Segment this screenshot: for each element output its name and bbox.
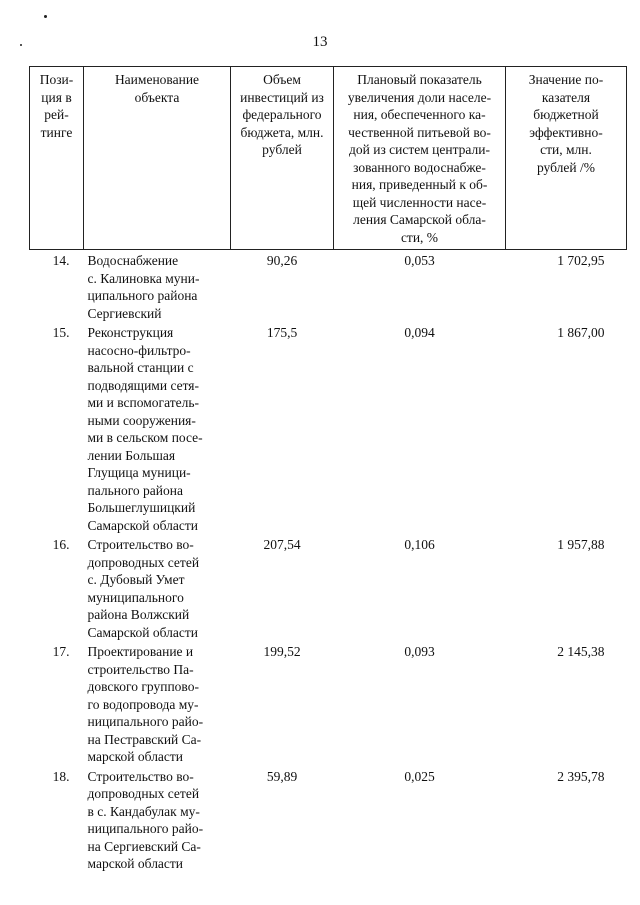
row-object-name — [84, 643, 231, 768]
object-name-line: Строительство во- — [87, 537, 194, 552]
object-name-line: Реконструкция — [87, 325, 174, 340]
object-name-line: лении Большая — [87, 447, 176, 463]
row-budget-efficiency: 2 395,78 — [557, 768, 605, 784]
row-planned-indicator: 0,106 — [404, 537, 435, 552]
row-planned-indicator: 0,053 — [404, 253, 435, 268]
object-name-line: го водопровода му- — [87, 696, 199, 712]
object-name-line: Водоснабжение — [87, 253, 179, 268]
row-investment: 199,52 — [263, 644, 301, 659]
row-budget-efficiency: 1 702,95 — [557, 253, 605, 268]
object-name-line: Глущица муници- — [87, 465, 191, 480]
object-name-line: в с. Кандабулак му- — [87, 803, 200, 819]
object-name-line: Самарской области — [87, 624, 199, 640]
header-object-name: Наименование объекта — [84, 67, 231, 250]
object-name-line: марской области — [87, 749, 184, 764]
object-name-line: ными сооружения- — [87, 412, 196, 428]
table-row — [30, 643, 627, 768]
row-object-name — [84, 768, 231, 875]
object-name-line: насосно-фильтро- — [87, 342, 191, 358]
object-name-line: Самарской области — [87, 517, 199, 533]
object-name-line: ципального района — [87, 288, 198, 303]
row-investment: 175,5 — [266, 325, 298, 340]
row-planned-indicator: 0,093 — [404, 644, 435, 659]
row-investment: 59,89 — [266, 768, 298, 784]
row-planned-indicator: 0,025 — [404, 768, 435, 784]
object-name-line: Большеглушицкий — [87, 500, 196, 515]
object-name-line: вальной станции с — [87, 360, 194, 375]
row-object-name — [84, 536, 231, 643]
table-header — [30, 67, 627, 250]
row-position: 14. — [52, 253, 70, 268]
row-budget-efficiency: 1 957,88 — [557, 537, 605, 552]
row-position: 15. — [52, 325, 70, 340]
table-row — [30, 324, 627, 536]
table-row — [30, 768, 627, 875]
row-object-name — [84, 250, 231, 325]
object-name-line: строительство Па- — [87, 661, 194, 677]
header-budget-efficiency: Значение по- казателя бюджетной эффективно- сти, млн. рублей /% — [506, 67, 627, 250]
table-row — [30, 250, 627, 325]
object-name-line: пального района — [87, 482, 183, 498]
object-name-line: района Волжский — [87, 607, 190, 622]
object-name-line: на Пестравский Са- — [87, 731, 202, 747]
table-row — [30, 536, 627, 643]
object-name-line: допроводных сетей — [87, 786, 200, 801]
object-name-line: Проектирование и — [87, 644, 194, 659]
object-name-line: ниципального райо- — [87, 714, 204, 729]
row-object-name — [84, 324, 231, 536]
object-name-line: Сергиевский — [87, 305, 162, 321]
scan-speck — [44, 15, 47, 18]
object-name-line: на Сергиевский Са- — [87, 838, 201, 854]
object-name-line: с. Калиновка муни- — [87, 270, 200, 286]
header-planned-indicator: Плановый показатель увеличения доли населе- ния, обеспеченного ка- чественной питьевой во- дой из систем централи- зованного водоснабже- ния, приведенный к об- щей численности насе- ления Самарской обла- сти, % — [334, 67, 506, 250]
row-budget-efficiency: 1 867,00 — [557, 325, 605, 340]
header-investment: Объем инвестиций из федерального бюджета, млн. рублей — [231, 67, 334, 250]
object-name-line: Строительство во- — [87, 768, 194, 784]
object-name-line: с. Дубовый Умет — [87, 572, 185, 587]
row-position: 16. — [52, 537, 70, 552]
object-name-line: ми в сельском посе- — [87, 430, 203, 445]
page-number: 13 — [312, 34, 328, 50]
object-name-line: допроводных сетей — [87, 554, 200, 570]
row-position: 17. — [52, 644, 70, 659]
object-name-line: марской области — [87, 856, 184, 871]
table-body — [30, 250, 627, 875]
object-name-line: ниципального райо- — [87, 821, 204, 836]
row-position: 18. — [52, 768, 70, 784]
object-name-line: ми и вспомогатель- — [87, 395, 200, 410]
object-name-line: подводящими сетя- — [87, 377, 200, 393]
ranking-table — [29, 66, 627, 875]
header-position: Пози- ция в рей- тинге — [30, 67, 84, 250]
object-name-line: довского группово- — [87, 679, 199, 694]
row-investment: 207,54 — [263, 537, 301, 552]
row-planned-indicator: 0,094 — [404, 325, 435, 340]
object-name-line: муниципального — [87, 589, 184, 605]
row-budget-efficiency: 2 145,38 — [557, 644, 605, 659]
row-investment: 90,26 — [266, 253, 298, 268]
